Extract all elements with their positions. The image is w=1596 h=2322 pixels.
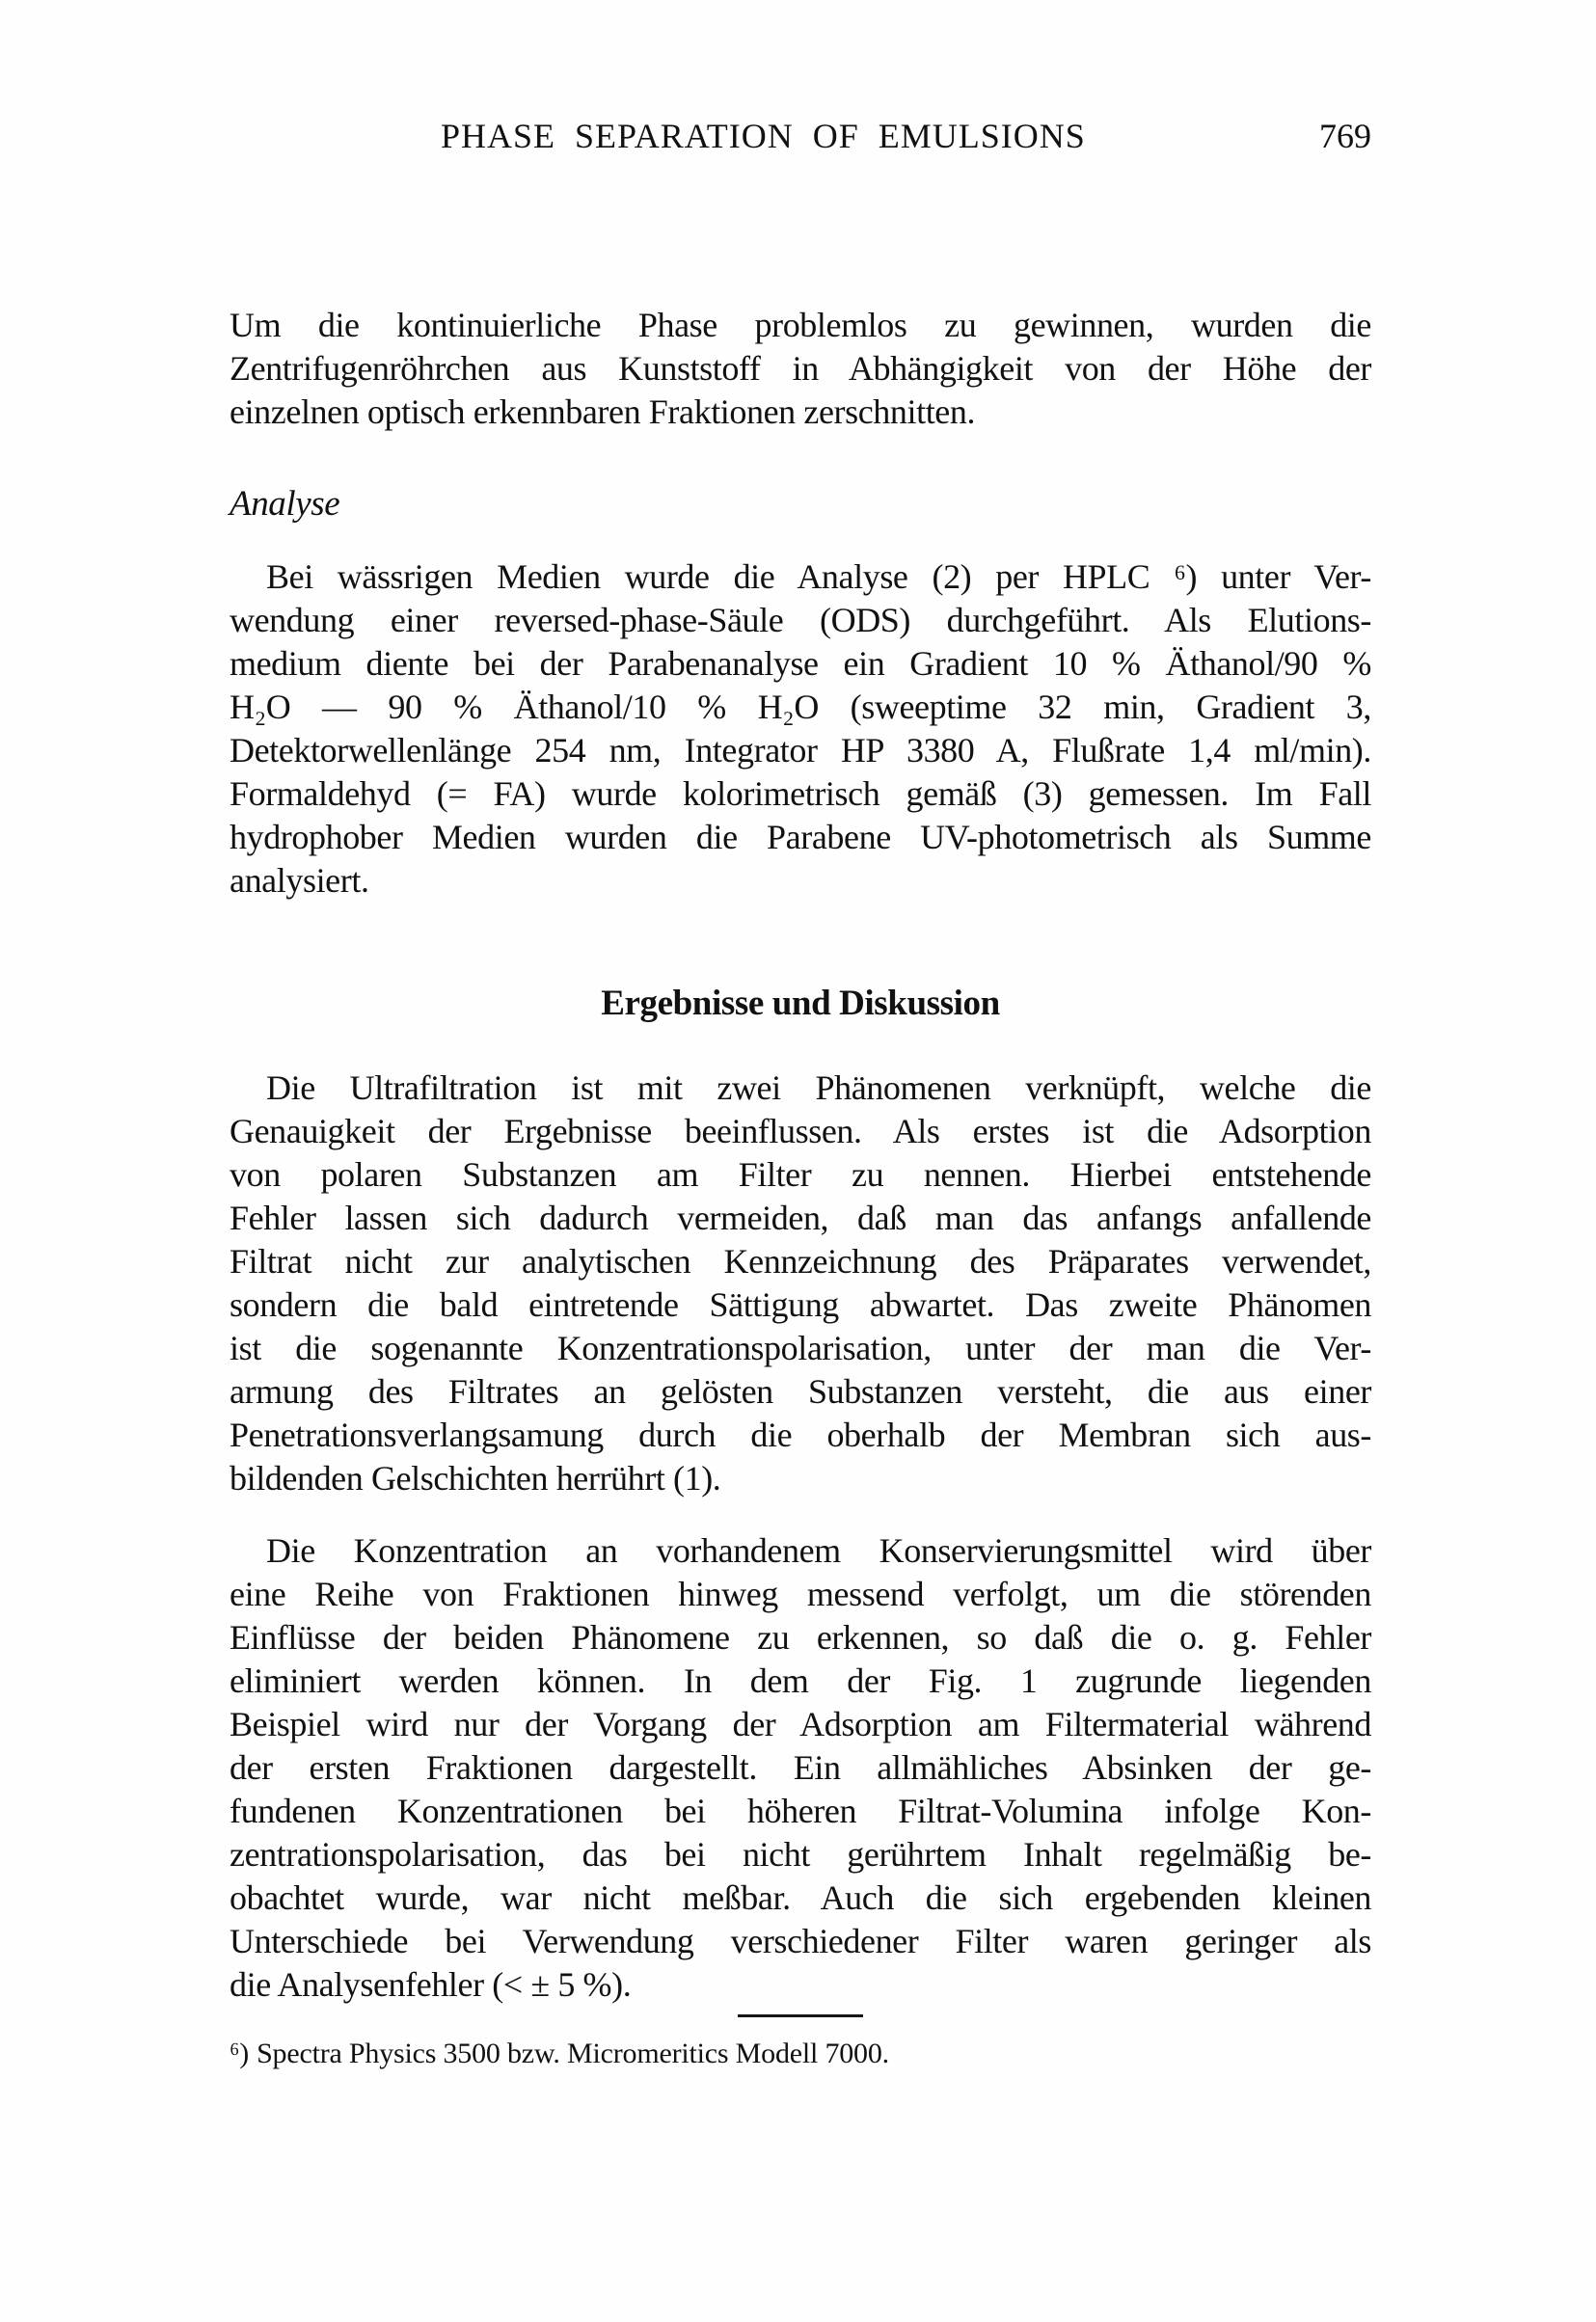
text-line: fundenen Konzentrationen bei höheren Filtrat-Volumina infolge Kon-: [230, 1791, 1371, 1830]
text-line: zentrationspolarisation, das bei nicht gerührtem Inhalt regelmäßig be-: [230, 1834, 1371, 1874]
text-line: obachtet wurde, war nicht meßbar. Auch die sich ergebenden kleinen: [230, 1877, 1371, 1917]
page-number: 769: [1319, 117, 1371, 155]
text-line: Penetrationsverlangsamung durch die oberhalb der Membran sich aus-: [230, 1415, 1371, 1454]
section-heading-analyse: Analyse: [230, 484, 340, 524]
text-line: H₂O — 90 % Äthanol/10 % H₂O (sweeptime 32 min, Gradient 3,: [230, 687, 1371, 726]
text-line: armung des Filtrates an gelösten Substanzen versteht, die aus einer: [230, 1371, 1371, 1411]
text-line: Filtrat nicht zur analytischen Kennzeichnung des Präparates verwendet,: [230, 1241, 1371, 1281]
footnote-separator-rule: [738, 2014, 863, 2017]
text-line: Die Konzentration an vorhandenem Konservierungsmittel wird über: [266, 1530, 1371, 1570]
text-line: hydrophober Medien wurden die Parabene UV-photometrisch als Summe: [230, 817, 1371, 856]
text-line: ist die sogenannte Konzentrationspolarisation, unter der man die Ver-: [230, 1328, 1371, 1367]
text-line: einzelnen optisch erkennbaren Fraktionen zerschnitten.: [230, 392, 976, 431]
paragraph-results-2: [230, 1529, 1371, 2007]
text-line: Fehler lassen sich dadurch vermeiden, daß man das anfangs anfallende: [230, 1198, 1371, 1237]
paragraph-intro: [230, 304, 1371, 434]
text-line: Zentrifugenröhrchen aus Kunststoff in Abhängigkeit von der Höhe der: [230, 349, 1371, 388]
text-line: medium diente bei der Parabenanalyse ein Gradient 10 % Äthanol/90 %: [230, 643, 1371, 683]
section-heading-results: Ergebnisse und Diskussion: [601, 983, 1000, 1023]
text-line: Genauigkeit der Ergebnisse beeinflussen. Als erstes ist die Adsorption: [230, 1111, 1371, 1150]
running-head: [230, 115, 1371, 158]
text-line: Die Ultrafiltration ist mit zwei Phänomenen verknüpft, welche die: [266, 1067, 1371, 1107]
paragraph-analyse: [230, 555, 1371, 903]
text-line: eliminiert werden können. In dem der Fig. 1 zugrunde liegenden: [230, 1660, 1371, 1700]
footnote-text: Spectra Physics 3500 bzw. Micromeritics Modell 7000.: [257, 2037, 889, 2069]
text-line: sondern die bald eintretende Sättigung abwartet. Das zweite Phänomen: [230, 1284, 1371, 1324]
text-line: der ersten Fraktionen dargestellt. Ein allmähliches Absinken der ge-: [230, 1747, 1371, 1787]
text-line: Um die kontinuierliche Phase problemlos zu gewinnen, wurden die: [230, 306, 1371, 344]
text-line: Bei wässrigen Medien wurde die Analyse (2) per HPLC ⁶) unter Ver-: [266, 556, 1371, 596]
text-line: Formaldehyd (= FA) wurde kolorimetrisch gemäß (3) gemessen. Im Fall: [230, 773, 1371, 813]
text-column: [230, 304, 1371, 2073]
footnote: [230, 2035, 1371, 2073]
text-line: Beispiel wird nur der Vorgang der Adsorption am Filtermaterial während: [230, 1704, 1371, 1743]
text-line: eine Reihe von Fraktionen hinweg messend verfolgt, um die störenden: [230, 1574, 1371, 1613]
text-line: von polaren Substanzen am Filter zu nennen. Hierbei entstehende: [230, 1154, 1371, 1194]
running-head-title: PHASE SEPARATION OF EMULSIONS: [441, 117, 1086, 155]
text-line: Detektorwellenlänge 254 nm, Integrator HP 3380 A, Flußrate 1,4 ml/min).: [230, 730, 1371, 770]
text-line: die Analysenfehler (< ± 5 %).: [230, 1964, 632, 2004]
text-line: wendung einer reversed-phase-Säule (ODS) durchgeführt. Als Elutions-: [230, 600, 1371, 639]
text-line: bildenden Gelschichten herrührt (1).: [230, 1458, 721, 1498]
text-line: Unterschiede bei Verwendung verschiedener Filter waren geringer als: [230, 1921, 1371, 1960]
text-line: analysiert.: [230, 860, 369, 900]
paragraph-results-1: [230, 1066, 1371, 1500]
footnote-marker: ⁶): [230, 2037, 250, 2069]
text-line: Einflüsse der beiden Phänomene zu erkennen, so daß die o. g. Fehler: [230, 1617, 1371, 1657]
